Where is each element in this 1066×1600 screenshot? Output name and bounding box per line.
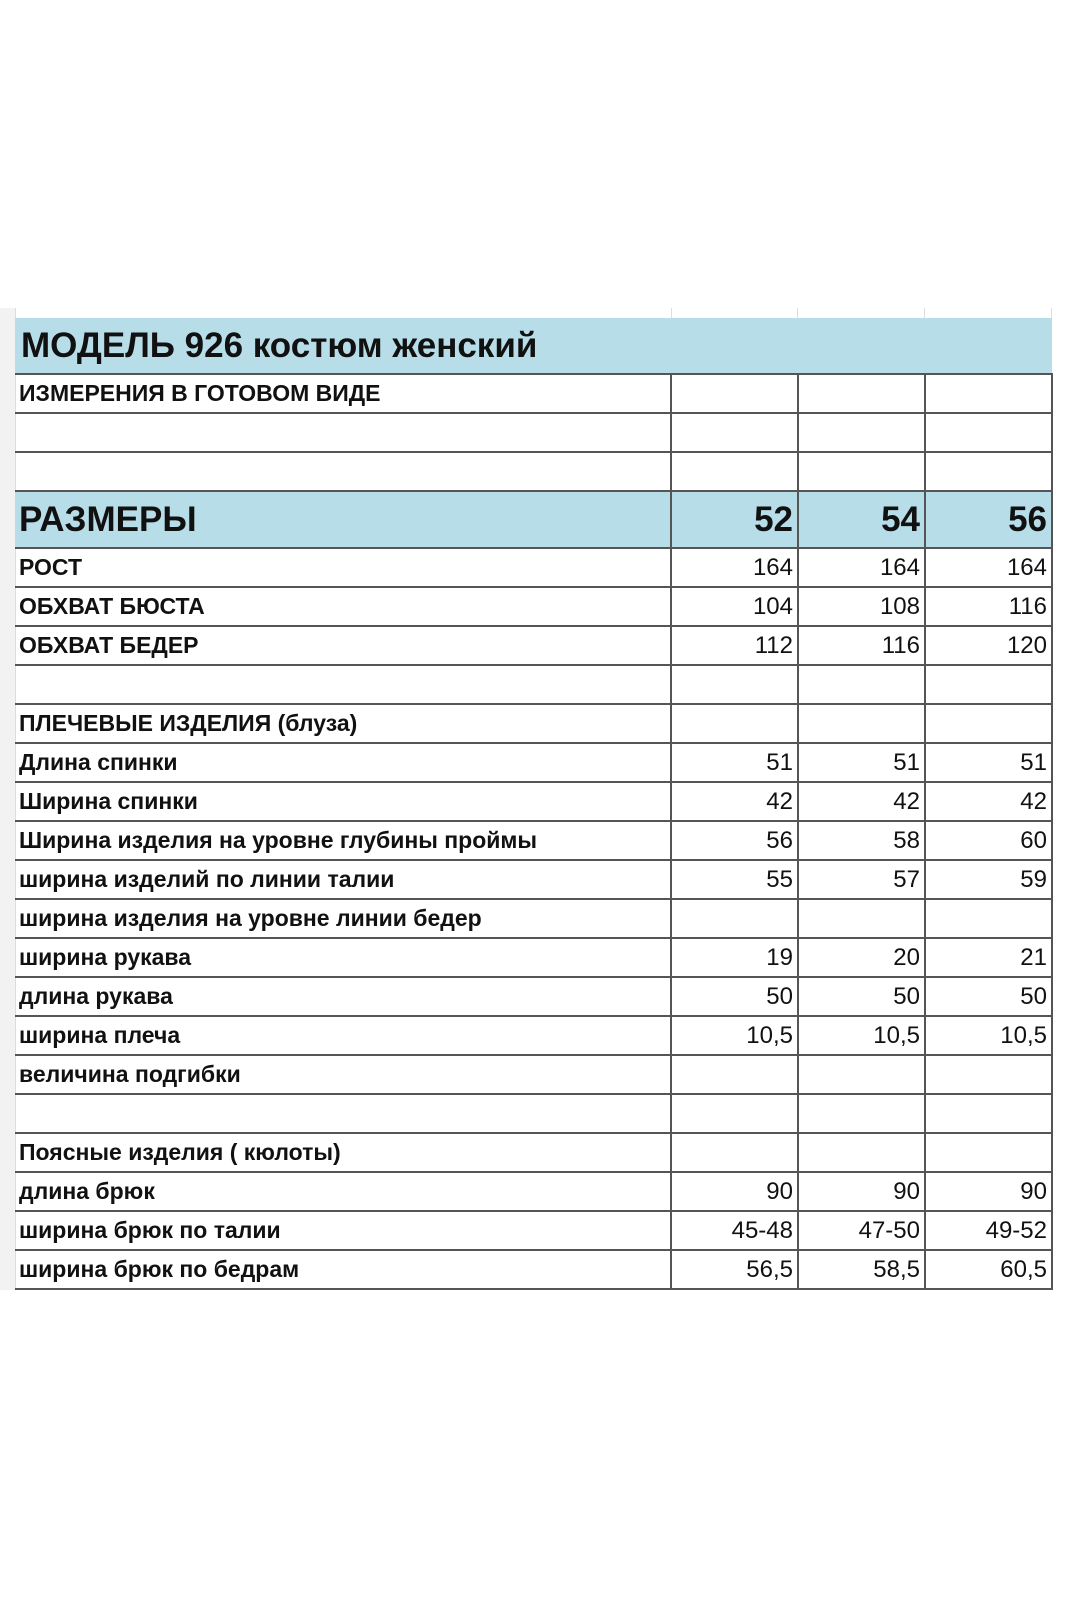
value-cell[interactable]: [798, 1055, 925, 1094]
value-cell[interactable]: 164: [925, 548, 1052, 587]
cell[interactable]: [925, 374, 1052, 413]
empty-row: [15, 413, 1052, 452]
value-cell[interactable]: 60: [925, 821, 1052, 860]
value-cell[interactable]: [798, 899, 925, 938]
size-header[interactable]: 54: [798, 491, 925, 548]
table-row: [15, 704, 1052, 743]
cell[interactable]: [798, 452, 925, 491]
value-cell[interactable]: 47-50: [798, 1211, 925, 1250]
table-row: [15, 860, 1052, 899]
value-cell[interactable]: 164: [798, 548, 925, 587]
row-label[interactable]: ширина брюк по бедрам: [15, 1250, 671, 1289]
table-row: [15, 1211, 1052, 1250]
row-label[interactable]: Ширина спинки: [15, 782, 671, 821]
value-cell[interactable]: 50: [925, 977, 1052, 1016]
row-label[interactable]: ОБХВАТ БЕДЕР: [15, 626, 671, 665]
size-chart-table: [15, 318, 1053, 1290]
table-row: [15, 821, 1052, 860]
row-label[interactable]: ширина плеча: [15, 1016, 671, 1055]
value-cell[interactable]: [798, 665, 925, 704]
value-cell[interactable]: [925, 1133, 1052, 1172]
value-cell[interactable]: 51: [798, 743, 925, 782]
value-cell[interactable]: 112: [671, 626, 798, 665]
model-title[interactable]: МОДЕЛЬ 926 костюм женский: [15, 318, 1052, 374]
gridline: [1051, 308, 1052, 318]
cell[interactable]: [798, 374, 925, 413]
row-label[interactable]: ширина рукава: [15, 938, 671, 977]
value-cell[interactable]: [671, 899, 798, 938]
row-label[interactable]: ширина изделия на уровне линии бедер: [15, 899, 671, 938]
gridline: [797, 308, 798, 318]
row-label[interactable]: ширина изделий по линии талии: [15, 860, 671, 899]
table-row: [15, 1133, 1052, 1172]
table-row: [15, 548, 1052, 587]
sizes-label[interactable]: РАЗМЕРЫ: [15, 491, 671, 548]
value-cell[interactable]: 90: [798, 1172, 925, 1211]
value-cell[interactable]: [798, 1094, 925, 1133]
sizes-header-row: [15, 491, 1052, 548]
table-row: [15, 1094, 1052, 1133]
value-cell[interactable]: [925, 1055, 1052, 1094]
table-row: [15, 587, 1052, 626]
value-cell[interactable]: 42: [925, 782, 1052, 821]
row-label[interactable]: [15, 665, 671, 704]
value-cell[interactable]: 19: [671, 938, 798, 977]
value-cell[interactable]: 59: [925, 860, 1052, 899]
row-label[interactable]: ширина брюк по талии: [15, 1211, 671, 1250]
row-label[interactable]: РОСТ: [15, 548, 671, 587]
value-cell[interactable]: [798, 1133, 925, 1172]
value-cell[interactable]: 60,5: [925, 1250, 1052, 1289]
value-cell[interactable]: [798, 704, 925, 743]
value-cell[interactable]: 90: [671, 1172, 798, 1211]
value-cell[interactable]: 50: [798, 977, 925, 1016]
value-cell[interactable]: 45-48: [671, 1211, 798, 1250]
value-cell[interactable]: 116: [798, 626, 925, 665]
size-chart-sheet: [15, 318, 1053, 1290]
table-row: [15, 743, 1052, 782]
value-cell[interactable]: [925, 1094, 1052, 1133]
value-cell[interactable]: 50: [671, 977, 798, 1016]
size-header[interactable]: 52: [671, 491, 798, 548]
value-cell[interactable]: 57: [798, 860, 925, 899]
value-cell[interactable]: 10,5: [925, 1016, 1052, 1055]
value-cell[interactable]: [671, 704, 798, 743]
row-label[interactable]: длина брюк: [15, 1172, 671, 1211]
value-cell[interactable]: 58: [798, 821, 925, 860]
value-cell[interactable]: 164: [671, 548, 798, 587]
cell[interactable]: [15, 452, 671, 491]
row-label[interactable]: Длина спинки: [15, 743, 671, 782]
value-cell[interactable]: [671, 1133, 798, 1172]
value-cell[interactable]: 51: [671, 743, 798, 782]
empty-row: [15, 452, 1052, 491]
row-label[interactable]: Ширина изделия на уровне глубины проймы: [15, 821, 671, 860]
value-cell[interactable]: 108: [798, 587, 925, 626]
table-row: [15, 1250, 1052, 1289]
table-row: [15, 977, 1052, 1016]
value-cell[interactable]: 56: [671, 821, 798, 860]
table-row: [15, 1172, 1052, 1211]
cell[interactable]: [671, 374, 798, 413]
table-row: [15, 1055, 1052, 1094]
value-cell[interactable]: 51: [925, 743, 1052, 782]
value-cell[interactable]: [925, 899, 1052, 938]
value-cell[interactable]: 10,5: [798, 1016, 925, 1055]
value-cell[interactable]: [925, 704, 1052, 743]
value-cell[interactable]: 49-52: [925, 1211, 1052, 1250]
table-row: [15, 899, 1052, 938]
size-header[interactable]: 56: [925, 491, 1052, 548]
row-header-gutter: [0, 308, 16, 1290]
gridline: [924, 308, 925, 318]
row-label[interactable]: [15, 1094, 671, 1133]
value-cell[interactable]: [925, 665, 1052, 704]
title-row: [15, 318, 1052, 374]
cell[interactable]: [671, 413, 798, 452]
cell[interactable]: [671, 452, 798, 491]
cell[interactable]: [925, 413, 1052, 452]
value-cell[interactable]: 20: [798, 938, 925, 977]
value-cell[interactable]: 104: [671, 587, 798, 626]
value-cell[interactable]: 58,5: [798, 1250, 925, 1289]
table-row: [15, 938, 1052, 977]
cell[interactable]: [925, 452, 1052, 491]
row-label[interactable]: ОБХВАТ БЮСТА: [15, 587, 671, 626]
value-cell[interactable]: 120: [925, 626, 1052, 665]
row-label[interactable]: Поясные изделия ( кюлоты): [15, 1133, 671, 1172]
value-cell[interactable]: 42: [798, 782, 925, 821]
subtitle-row: [15, 374, 1052, 413]
value-cell[interactable]: 55: [671, 860, 798, 899]
cell[interactable]: [15, 413, 671, 452]
table-row: [15, 1016, 1052, 1055]
value-cell[interactable]: 21: [925, 938, 1052, 977]
value-cell[interactable]: 42: [671, 782, 798, 821]
table-row: [15, 665, 1052, 704]
value-cell[interactable]: 90: [925, 1172, 1052, 1211]
value-cell[interactable]: 10,5: [671, 1016, 798, 1055]
table-row: [15, 626, 1052, 665]
row-label[interactable]: ПЛЕЧЕВЫЕ ИЗДЕЛИЯ (блуза): [15, 704, 671, 743]
value-cell[interactable]: [671, 665, 798, 704]
cell[interactable]: [798, 413, 925, 452]
value-cell[interactable]: [671, 1055, 798, 1094]
value-cell[interactable]: 116: [925, 587, 1052, 626]
measurements-subtitle[interactable]: ИЗМЕРЕНИЯ В ГОТОВОМ ВИДЕ: [15, 374, 671, 413]
gridline: [671, 308, 672, 318]
row-label[interactable]: длина рукава: [15, 977, 671, 1016]
table-row: [15, 782, 1052, 821]
row-label[interactable]: величина подгибки: [15, 1055, 671, 1094]
value-cell[interactable]: [671, 1094, 798, 1133]
value-cell[interactable]: 56,5: [671, 1250, 798, 1289]
